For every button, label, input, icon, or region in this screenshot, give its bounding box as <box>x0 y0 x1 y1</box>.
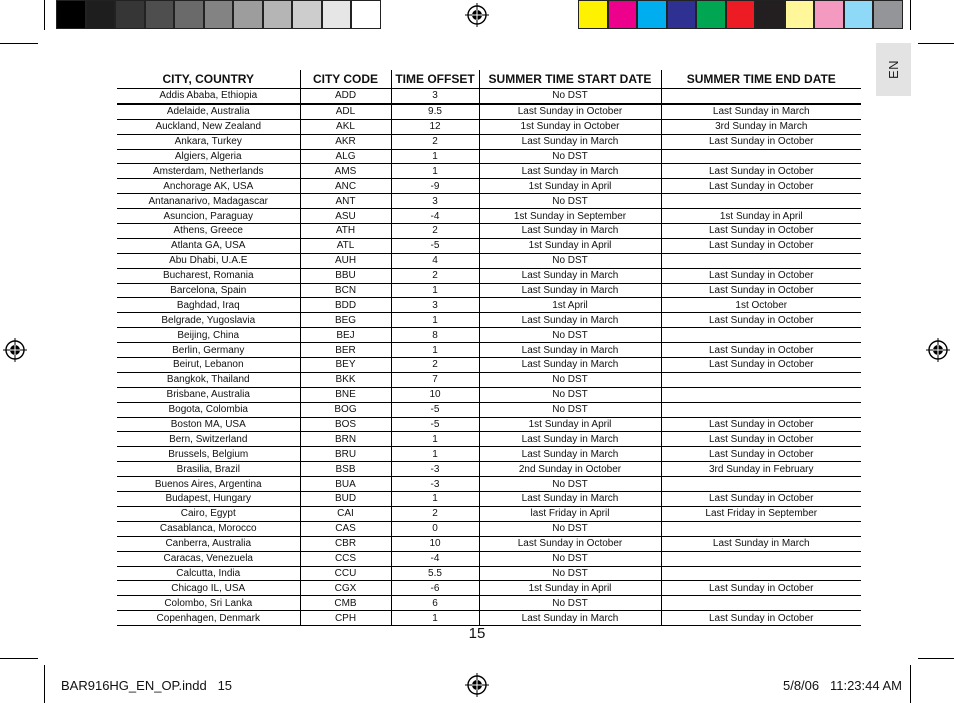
color-swatch <box>844 0 874 29</box>
cell-city-code: CCS <box>300 551 391 566</box>
cell-city-code: CMB <box>300 596 391 611</box>
cell-city-code: BUD <box>300 492 391 507</box>
cell-summer-start: Last Sunday in October <box>479 104 661 119</box>
table-row <box>117 343 861 358</box>
cell-city-code: BNE <box>300 387 391 402</box>
cell-summer-end <box>661 566 861 581</box>
cell-summer-start: No DST <box>479 402 661 417</box>
cell-city-country: Casablanca, Morocco <box>117 521 300 536</box>
cell-summer-end <box>661 194 861 209</box>
cell-city-country: Calcutta, India <box>117 566 300 581</box>
cell-city-code: CCU <box>300 566 391 581</box>
color-swatch <box>637 0 667 29</box>
cell-summer-end: Last Sunday in October <box>661 492 861 507</box>
cell-city-country: Bogota, Colombia <box>117 402 300 417</box>
cell-time-offset: 3 <box>391 89 479 104</box>
cell-summer-start: 1st Sunday in September <box>479 209 661 224</box>
cell-city-code: AUH <box>300 253 391 268</box>
registration-mark-icon <box>3 338 27 362</box>
cell-time-offset: -6 <box>391 581 479 596</box>
cell-time-offset: 5.5 <box>391 566 479 581</box>
cell-time-offset: 1 <box>391 432 479 447</box>
cell-city-code: ADL <box>300 104 391 119</box>
color-swatch <box>608 0 638 29</box>
table-row <box>117 611 861 626</box>
cell-city-country: Barcelona, Spain <box>117 283 300 298</box>
table-row <box>117 462 861 477</box>
cell-summer-start: No DST <box>479 194 661 209</box>
cell-city-code: BCN <box>300 283 391 298</box>
cell-summer-start: Last Sunday in March <box>479 224 661 239</box>
page-number: 15 <box>468 625 486 642</box>
cell-summer-end <box>661 477 861 492</box>
cell-city-country: Ankara, Turkey <box>117 134 300 149</box>
cell-city-country: Beijing, China <box>117 328 300 343</box>
table-row <box>117 581 861 596</box>
cell-city-code: BEY <box>300 358 391 373</box>
cell-summer-start: No DST <box>479 477 661 492</box>
color-swatch <box>667 0 697 29</box>
cell-city-country: Addis Ababa, Ethiopia <box>117 89 300 104</box>
cell-time-offset: 1 <box>391 283 479 298</box>
cell-city-country: Cairo, Egypt <box>117 506 300 521</box>
cell-summer-start: No DST <box>479 551 661 566</box>
cell-time-offset: -3 <box>391 462 479 477</box>
gray-swatch <box>115 0 145 29</box>
cell-summer-end <box>661 387 861 402</box>
cell-time-offset: 10 <box>391 387 479 402</box>
cell-city-country: Bucharest, Romania <box>117 268 300 283</box>
cell-time-offset: -5 <box>391 238 479 253</box>
cell-summer-start: No DST <box>479 387 661 402</box>
cell-city-code: ATL <box>300 238 391 253</box>
color-swatch <box>873 0 903 29</box>
cell-city-country: Budapest, Hungary <box>117 492 300 507</box>
cell-city-code: BBU <box>300 268 391 283</box>
cell-time-offset: 1 <box>391 492 479 507</box>
column-header-summer-start: SUMMER TIME START DATE <box>479 70 661 89</box>
cell-summer-end <box>661 551 861 566</box>
registration-mark-icon <box>465 673 489 697</box>
cell-city-country: Brisbane, Australia <box>117 387 300 402</box>
cell-summer-end <box>661 596 861 611</box>
cell-city-country: Beirut, Lebanon <box>117 358 300 373</box>
cell-time-offset: -4 <box>391 551 479 566</box>
cell-summer-start: Last Sunday in March <box>479 268 661 283</box>
cell-summer-start: No DST <box>479 566 661 581</box>
cell-time-offset: 1 <box>391 447 479 462</box>
table-row <box>117 536 861 551</box>
color-swatch-strip <box>578 0 903 31</box>
table-row <box>117 432 861 447</box>
cell-city-country: Caracas, Venezuela <box>117 551 300 566</box>
cell-city-country: Copenhagen, Denmark <box>117 611 300 626</box>
gray-swatch <box>233 0 263 29</box>
crop-mark <box>0 43 38 44</box>
cell-summer-end <box>661 253 861 268</box>
cell-time-offset: 1 <box>391 611 479 626</box>
cell-summer-end: Last Sunday in March <box>661 536 861 551</box>
cell-city-country: Algiers, Algeria <box>117 149 300 164</box>
language-tab-label: EN <box>886 59 901 80</box>
cell-city-code: BUA <box>300 477 391 492</box>
cell-city-country: Canberra, Australia <box>117 536 300 551</box>
crop-mark <box>44 665 45 703</box>
cell-city-code: BER <box>300 343 391 358</box>
cell-city-code: BEJ <box>300 328 391 343</box>
cell-city-code: BSB <box>300 462 391 477</box>
column-header-city-country: CITY, COUNTRY <box>117 70 300 89</box>
cell-summer-start: Last Sunday in March <box>479 611 661 626</box>
cell-city-country: Brasilia, Brazil <box>117 462 300 477</box>
cell-summer-start: Last Sunday in March <box>479 432 661 447</box>
table-row <box>117 149 861 164</box>
cell-city-country: Buenos Aires, Argentina <box>117 477 300 492</box>
cell-summer-end: Last Sunday in October <box>661 179 861 194</box>
table-row <box>117 417 861 432</box>
cell-summer-end: Last Sunday in October <box>661 581 861 596</box>
cell-summer-start: last Friday in April <box>479 506 661 521</box>
registration-mark-icon <box>465 3 489 27</box>
cell-summer-start: Last Sunday in October <box>479 536 661 551</box>
gray-swatch <box>351 0 381 29</box>
cell-summer-start: No DST <box>479 521 661 536</box>
cell-city-country: Colombo, Sri Lanka <box>117 596 300 611</box>
cell-city-country: Asuncion, Paraguay <box>117 209 300 224</box>
color-swatch <box>814 0 844 29</box>
cell-summer-end: 1st October <box>661 298 861 313</box>
cell-summer-end: 3rd Sunday in February <box>661 462 861 477</box>
cell-summer-end: Last Sunday in March <box>661 104 861 119</box>
footer-timestamp: 5/8/06 11:23:44 AM <box>782 678 902 693</box>
cell-city-code: BOG <box>300 402 391 417</box>
cell-time-offset: -3 <box>391 477 479 492</box>
cell-time-offset: 3 <box>391 298 479 313</box>
gray-swatch <box>204 0 234 29</box>
crop-mark <box>918 658 954 659</box>
gray-swatch <box>56 0 86 29</box>
color-swatch <box>726 0 756 29</box>
cell-city-code: BRU <box>300 447 391 462</box>
table-row <box>117 358 861 373</box>
cell-time-offset: -9 <box>391 179 479 194</box>
cell-summer-start: No DST <box>479 328 661 343</box>
cell-summer-start: No DST <box>479 596 661 611</box>
cell-city-country: Anchorage AK, USA <box>117 179 300 194</box>
column-header-summer-end: SUMMER TIME END DATE <box>661 70 861 89</box>
cell-city-code: AKL <box>300 119 391 134</box>
table-row <box>117 89 861 104</box>
cell-time-offset: 12 <box>391 119 479 134</box>
cell-summer-start: Last Sunday in March <box>479 283 661 298</box>
table-row <box>117 521 861 536</box>
cell-city-code: CGX <box>300 581 391 596</box>
table-row <box>117 104 861 119</box>
cell-summer-end: Last Sunday in October <box>661 313 861 328</box>
cell-summer-start: 1st Sunday in October <box>479 119 661 134</box>
cell-summer-start: Last Sunday in March <box>479 164 661 179</box>
cell-city-code: BKK <box>300 372 391 387</box>
cell-city-code: CPH <box>300 611 391 626</box>
cell-city-country: Abu Dhabi, U.A.E <box>117 253 300 268</box>
table-row <box>117 506 861 521</box>
cell-city-code: AKR <box>300 134 391 149</box>
cell-time-offset: 6 <box>391 596 479 611</box>
table-row <box>117 268 861 283</box>
cell-city-code: BRN <box>300 432 391 447</box>
cell-city-country: Belgrade, Yugoslavia <box>117 313 300 328</box>
table-row <box>117 328 861 343</box>
cell-time-offset: 1 <box>391 313 479 328</box>
table-row <box>117 119 861 134</box>
cell-time-offset: -5 <box>391 402 479 417</box>
cell-time-offset: 1 <box>391 164 479 179</box>
cell-summer-end <box>661 372 861 387</box>
table-row <box>117 492 861 507</box>
cell-city-country: Auckland, New Zealand <box>117 119 300 134</box>
cell-city-code: CBR <box>300 536 391 551</box>
table-header-row <box>117 70 861 89</box>
cell-summer-start: No DST <box>479 149 661 164</box>
language-tab <box>876 43 911 96</box>
cell-summer-end: Last Sunday in October <box>661 134 861 149</box>
cell-time-offset: 1 <box>391 343 479 358</box>
gray-swatch <box>292 0 322 29</box>
color-swatch <box>785 0 815 29</box>
cell-city-code: BOS <box>300 417 391 432</box>
cell-summer-end: Last Sunday in October <box>661 611 861 626</box>
cell-summer-end: Last Sunday in October <box>661 447 861 462</box>
cell-summer-end: 3rd Sunday in March <box>661 119 861 134</box>
cell-summer-start: No DST <box>479 89 661 104</box>
table-row <box>117 372 861 387</box>
crop-mark <box>910 0 911 30</box>
cell-time-offset: 9.5 <box>391 104 479 119</box>
cell-time-offset: 4 <box>391 253 479 268</box>
table-row <box>117 298 861 313</box>
cell-city-code: ATH <box>300 224 391 239</box>
cell-city-code: ADD <box>300 89 391 104</box>
cell-summer-start: 1st Sunday in April <box>479 179 661 194</box>
cell-summer-start: No DST <box>479 253 661 268</box>
cell-summer-end: Last Sunday in October <box>661 417 861 432</box>
cell-city-code: ALG <box>300 149 391 164</box>
table-row <box>117 224 861 239</box>
table-row <box>117 477 861 492</box>
table-row <box>117 134 861 149</box>
cell-summer-start: Last Sunday in March <box>479 447 661 462</box>
cell-city-code: ANC <box>300 179 391 194</box>
cell-time-offset: 2 <box>391 134 479 149</box>
cell-time-offset: 2 <box>391 224 479 239</box>
cell-summer-end: Last Sunday in October <box>661 164 861 179</box>
table-row <box>117 283 861 298</box>
cell-time-offset: -4 <box>391 209 479 224</box>
table-row <box>117 164 861 179</box>
cell-city-code: AMS <box>300 164 391 179</box>
cell-summer-end: 1st Sunday in April <box>661 209 861 224</box>
cell-city-code: ASU <box>300 209 391 224</box>
color-swatch <box>696 0 726 29</box>
cell-summer-start: Last Sunday in March <box>479 134 661 149</box>
cell-time-offset: 2 <box>391 358 479 373</box>
cell-time-offset: 7 <box>391 372 479 387</box>
cell-summer-end: Last Sunday in October <box>661 432 861 447</box>
cell-summer-start: 1st April <box>479 298 661 313</box>
cell-summer-end <box>661 328 861 343</box>
table-row <box>117 253 861 268</box>
table-row <box>117 596 861 611</box>
cell-summer-end <box>661 89 861 104</box>
cell-summer-start: 1st Sunday in April <box>479 581 661 596</box>
gray-swatch <box>322 0 352 29</box>
table-row <box>117 194 861 209</box>
cell-city-code: CAI <box>300 506 391 521</box>
gray-swatch <box>174 0 204 29</box>
cell-summer-start: 2nd Sunday in October <box>479 462 661 477</box>
cell-summer-end: Last Sunday in October <box>661 343 861 358</box>
column-header-city-code: CITY CODE <box>300 70 391 89</box>
cell-summer-end: Last Friday in September <box>661 506 861 521</box>
cell-city-country: Athens, Greece <box>117 224 300 239</box>
cell-city-country: Antananarivo, Madagascar <box>117 194 300 209</box>
table-row <box>117 179 861 194</box>
cell-city-code: BDD <box>300 298 391 313</box>
cell-time-offset: 2 <box>391 506 479 521</box>
footer-file-name: BAR916HG_EN_OP.indd 15 <box>61 678 233 693</box>
table-row <box>117 387 861 402</box>
crop-mark <box>0 658 38 659</box>
gray-swatch <box>263 0 293 29</box>
color-swatch <box>578 0 608 29</box>
gray-swatch <box>86 0 116 29</box>
crop-mark <box>918 43 954 44</box>
time-zone-table <box>117 70 861 626</box>
cell-city-country: Bangkok, Thailand <box>117 372 300 387</box>
cell-summer-start: No DST <box>479 372 661 387</box>
cell-summer-end: Last Sunday in October <box>661 283 861 298</box>
cell-time-offset: 3 <box>391 194 479 209</box>
cell-summer-end <box>661 149 861 164</box>
cell-summer-end: Last Sunday in October <box>661 358 861 373</box>
cell-summer-start: 1st Sunday in April <box>479 238 661 253</box>
table-row <box>117 238 861 253</box>
cell-summer-start: Last Sunday in March <box>479 343 661 358</box>
table-row <box>117 551 861 566</box>
column-header-time-offset: TIME OFFSET <box>391 70 479 89</box>
cell-city-country: Atlanta GA, USA <box>117 238 300 253</box>
cell-summer-end <box>661 521 861 536</box>
cell-time-offset: 0 <box>391 521 479 536</box>
table-row <box>117 447 861 462</box>
cell-city-country: Berlin, Germany <box>117 343 300 358</box>
cell-summer-start: Last Sunday in March <box>479 492 661 507</box>
table-row <box>117 313 861 328</box>
cell-summer-end <box>661 402 861 417</box>
cell-city-country: Chicago IL, USA <box>117 581 300 596</box>
cell-city-country: Brussels, Belgium <box>117 447 300 462</box>
grayscale-swatch-strip <box>56 0 381 31</box>
cell-city-country: Adelaide, Australia <box>117 104 300 119</box>
cell-city-country: Boston MA, USA <box>117 417 300 432</box>
cell-city-code: ANT <box>300 194 391 209</box>
cell-summer-end: Last Sunday in October <box>661 268 861 283</box>
color-swatch <box>755 0 785 29</box>
cell-city-country: Bern, Switzerland <box>117 432 300 447</box>
cell-time-offset: 10 <box>391 536 479 551</box>
cell-time-offset: 1 <box>391 149 479 164</box>
cell-summer-start: 1st Sunday in April <box>479 417 661 432</box>
crop-mark <box>910 665 911 703</box>
table-row <box>117 209 861 224</box>
registration-mark-icon <box>926 338 950 362</box>
cell-summer-end: Last Sunday in October <box>661 224 861 239</box>
table-row <box>117 402 861 417</box>
cell-time-offset: -5 <box>391 417 479 432</box>
cell-summer-start: Last Sunday in March <box>479 358 661 373</box>
cell-summer-end: Last Sunday in October <box>661 238 861 253</box>
cell-time-offset: 2 <box>391 268 479 283</box>
cell-city-code: BEG <box>300 313 391 328</box>
cell-time-offset: 8 <box>391 328 479 343</box>
cell-city-code: CAS <box>300 521 391 536</box>
crop-mark <box>44 0 45 30</box>
gray-swatch <box>145 0 175 29</box>
cell-city-country: Amsterdam, Netherlands <box>117 164 300 179</box>
table-row <box>117 566 861 581</box>
cell-summer-start: Last Sunday in March <box>479 313 661 328</box>
cell-city-country: Baghdad, Iraq <box>117 298 300 313</box>
